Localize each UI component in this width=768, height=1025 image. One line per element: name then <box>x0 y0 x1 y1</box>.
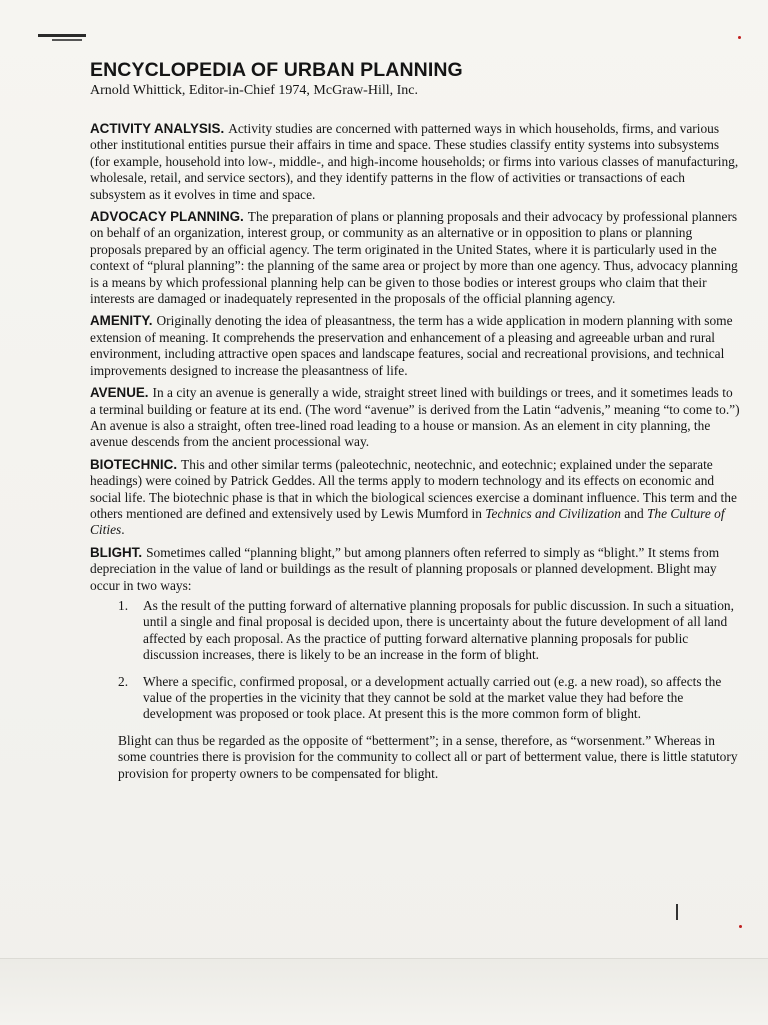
entry-text: This and other similar terms (paleotechnic, neotechnic, and eotechnic; explained under the separate headings) were coined by Patrick Geddes. All the terms apply to modern technology and its effects on economic and social life. The biotechnic phase is that in which the biological sciences exercise a dominant influence. This term and the others mentioned are defined and extensively used by Lewis Mumford in <box>90 456 737 521</box>
list-number: 2. <box>118 673 129 689</box>
entry-text: Originally denoting the idea of pleasantness, the term has a wide application in modern planning with some extension of meaning. It comprehends the preservation and enhancement of a pleasing and agreeable urban and rural environment, including attractive open spaces and landscape features, social and recreational provisions, and technical improvements designed to increase the pleasantness of life. <box>90 313 733 378</box>
list-text: As the result of the putting forward of alternative planning proposals for public discussion. In such a situation, until a single and final proposal is decided upon, there is uncertainty about the future development of all land affected by each proposal. As the practice of putting forward alternative planning proposals for public discussion increases, there is likely to be an increase in the form of blight. <box>143 597 734 663</box>
entry-activity-analysis <box>90 121 740 203</box>
entry-term: ADVOCACY PLANNING. <box>90 209 244 225</box>
entry-amenity <box>90 313 740 379</box>
entry-term: AVENUE. <box>90 385 149 401</box>
scan-speck <box>738 36 741 39</box>
document-byline: Arnold Whittick, Editor-in-Chief 1974, McGraw-Hill, Inc. <box>90 83 419 98</box>
list-text: Where a specific, confirmed proposal, or a development actually carried out (e.g. a new road), so affects the value of the properties in the vicinity that they cannot be sold at the market value they had before the development was proposed or took place. At present this is the more common form of blight. <box>143 673 722 722</box>
entry-biotechnic <box>90 457 740 539</box>
list-item <box>90 674 740 723</box>
entry-term: ACTIVITY ANALYSIS. <box>90 121 225 136</box>
entry-avenue <box>90 385 740 451</box>
book-title: Technics and Civilization <box>485 505 621 521</box>
entries-list <box>90 121 740 782</box>
scan-mark-line <box>38 34 86 37</box>
entry-text: Activity studies are concerned with patterned ways in which households, firms, and various other institutional entities pursue their affairs in time and space. These studies classify entity systems into subsystems (for example, household into low-, middle-, and high-income households; or firms into various classes of manufacturing, wholesale, retail, and service sectors), and they identify patterns in the flow of activities or transactions of each subsystem as it evolves in time and space. <box>90 121 739 202</box>
list-item <box>90 598 740 664</box>
blight-conclusion: Blight can thus be regarded as the opposite of “betterment”; in a sense, therefore, as “worsenment.” Whereas in some countries there is provision for the community to collect all or part of betterment value, there is little statutory provision for property owners to be compensated for blight. <box>118 732 738 781</box>
entry-blight <box>90 545 740 594</box>
document-body <box>90 58 740 782</box>
entry-text: In a city an avenue is generally a wide, straight street lined with buildings or trees, and it sometimes leads to a terminal building or feature at its end. (The word “avenue” is derived from the Latin “advenis,” meaning “to come to.”) An avenue is also a straight, often tree-lined road leading to a house or mansion. As an element in city planning, the avenue descends from the ancient processional way. <box>90 385 740 450</box>
scan-bottom-margin <box>0 958 768 1025</box>
entry-term: AMENITY. <box>90 313 153 329</box>
scan-speck <box>739 925 742 928</box>
entry-advocacy-planning <box>90 209 740 307</box>
list-number: 1. <box>118 597 129 613</box>
pen-mark <box>676 904 678 920</box>
scan-mark-line-2 <box>52 39 82 41</box>
entry-text: . <box>121 522 125 538</box>
entry-term: BIOTECHNIC. <box>90 456 178 472</box>
book-title: The Culture of Cities <box>90 505 725 538</box>
entry-text: and <box>620 505 647 521</box>
entry-text: Sometimes called “planning blight,” but among planners often referred to simply as “blight.” It stems from depreciation in the value of land or buildings as the result of planning proposals or planned development. Blight may occur in two ways: <box>90 544 720 593</box>
entry-text: The preparation of plans or planning proposals and their advocacy by professional planners on behalf of an organization, interest group, or community as an alternative or in opposition to plans or planning proposals prepared by an official agency. The term originated in the United States, where it is particularly used in the context of “plural planning”: the planning of the same area or project by more than one agency. Thus, advocacy planning is a means by which professional planning help can be given to those bodies or interest groups who claim that their interests are damaged or inadequately represented in the proposals of the official planning agency. <box>90 209 738 307</box>
document-title: ENCYCLOPEDIA OF URBAN PLANNING <box>90 59 463 81</box>
entry-term: BLIGHT. <box>90 544 143 560</box>
blight-ways-list <box>90 598 740 723</box>
